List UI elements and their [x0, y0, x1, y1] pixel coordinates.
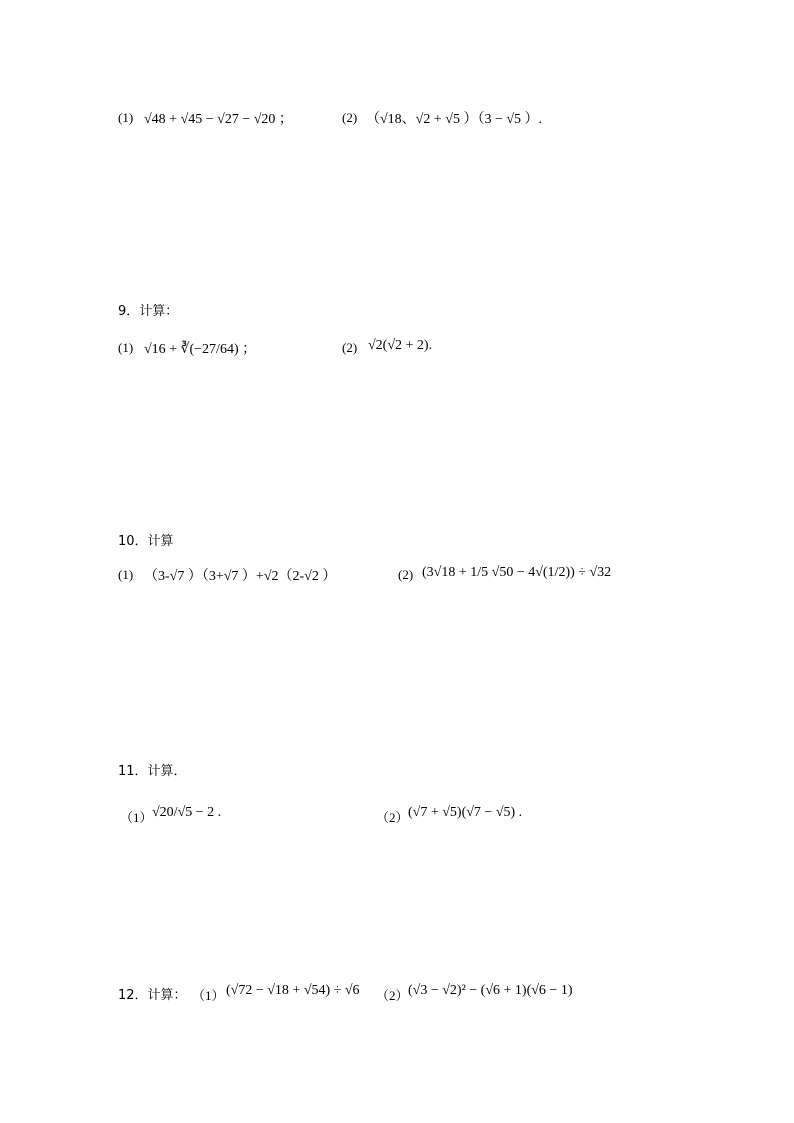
problem-11-part2-label: （2）	[376, 810, 409, 825]
problem-10-number: 10．	[118, 534, 148, 549]
problem-10-heading	[118, 530, 174, 549]
problem-9-part2-expression: √2(√2 + 2).	[368, 338, 433, 353]
problem-12-heading	[118, 984, 187, 1003]
problem-11-part2-expression: (√7 + √5)(√7 − √5) .	[408, 805, 523, 820]
problem-11-part1-expression: √20/√5 − 2 .	[152, 805, 222, 820]
problem-12-number: 12．	[118, 988, 148, 1003]
problem-9-number: 9．	[118, 304, 140, 319]
problem-8-part2-expression: （√18、√2 + √5 ）（3 − √5 ）.	[366, 112, 543, 127]
problem-12-title: 计算：	[147, 988, 187, 1003]
problem-11-number: 11．	[118, 764, 148, 779]
problem-12-part1-expression: (√72 − √18 + √54) ÷ √6	[226, 983, 360, 998]
problem-9-title: 计算：	[139, 304, 179, 319]
problem-12-part2-expression: (√3 − √2)² − (√6 + 1)(√6 − 1)	[408, 983, 573, 998]
problem-8-part2-label: (2)	[342, 110, 358, 125]
problem-11-title: 计算．	[147, 764, 187, 779]
problem-11-part1-label: （1）	[120, 810, 153, 825]
problem-10-part1-expression: （3-√7 ）（3+√7 ）+√2（2-√2 ）	[144, 569, 337, 584]
problem-9-part1-expression: √16 + ∛(−27/64) ；	[144, 342, 257, 357]
problem-8-part1-expression: √48 + √45 − √27 − √20 ；	[144, 112, 293, 127]
problem-10-title: 计算	[147, 534, 174, 549]
problem-12-part2-label: （2）	[376, 988, 409, 1003]
problem-10-part2-label: (2)	[398, 567, 414, 582]
problem-10-part1-label: (1)	[118, 567, 134, 582]
problem-11-heading	[118, 760, 187, 779]
problem-8-part1-label: (1)	[118, 110, 134, 125]
problem-10-part2-expression: (3√18 + 1/5 √50 − 4√(1/2)) ÷ √32	[422, 565, 612, 580]
problem-12-part1-label: （1）	[192, 988, 225, 1003]
problem-9-heading	[118, 300, 178, 319]
problem-9-part1-label: (1)	[118, 340, 134, 355]
problem-9-part2-label: (2)	[342, 340, 358, 355]
